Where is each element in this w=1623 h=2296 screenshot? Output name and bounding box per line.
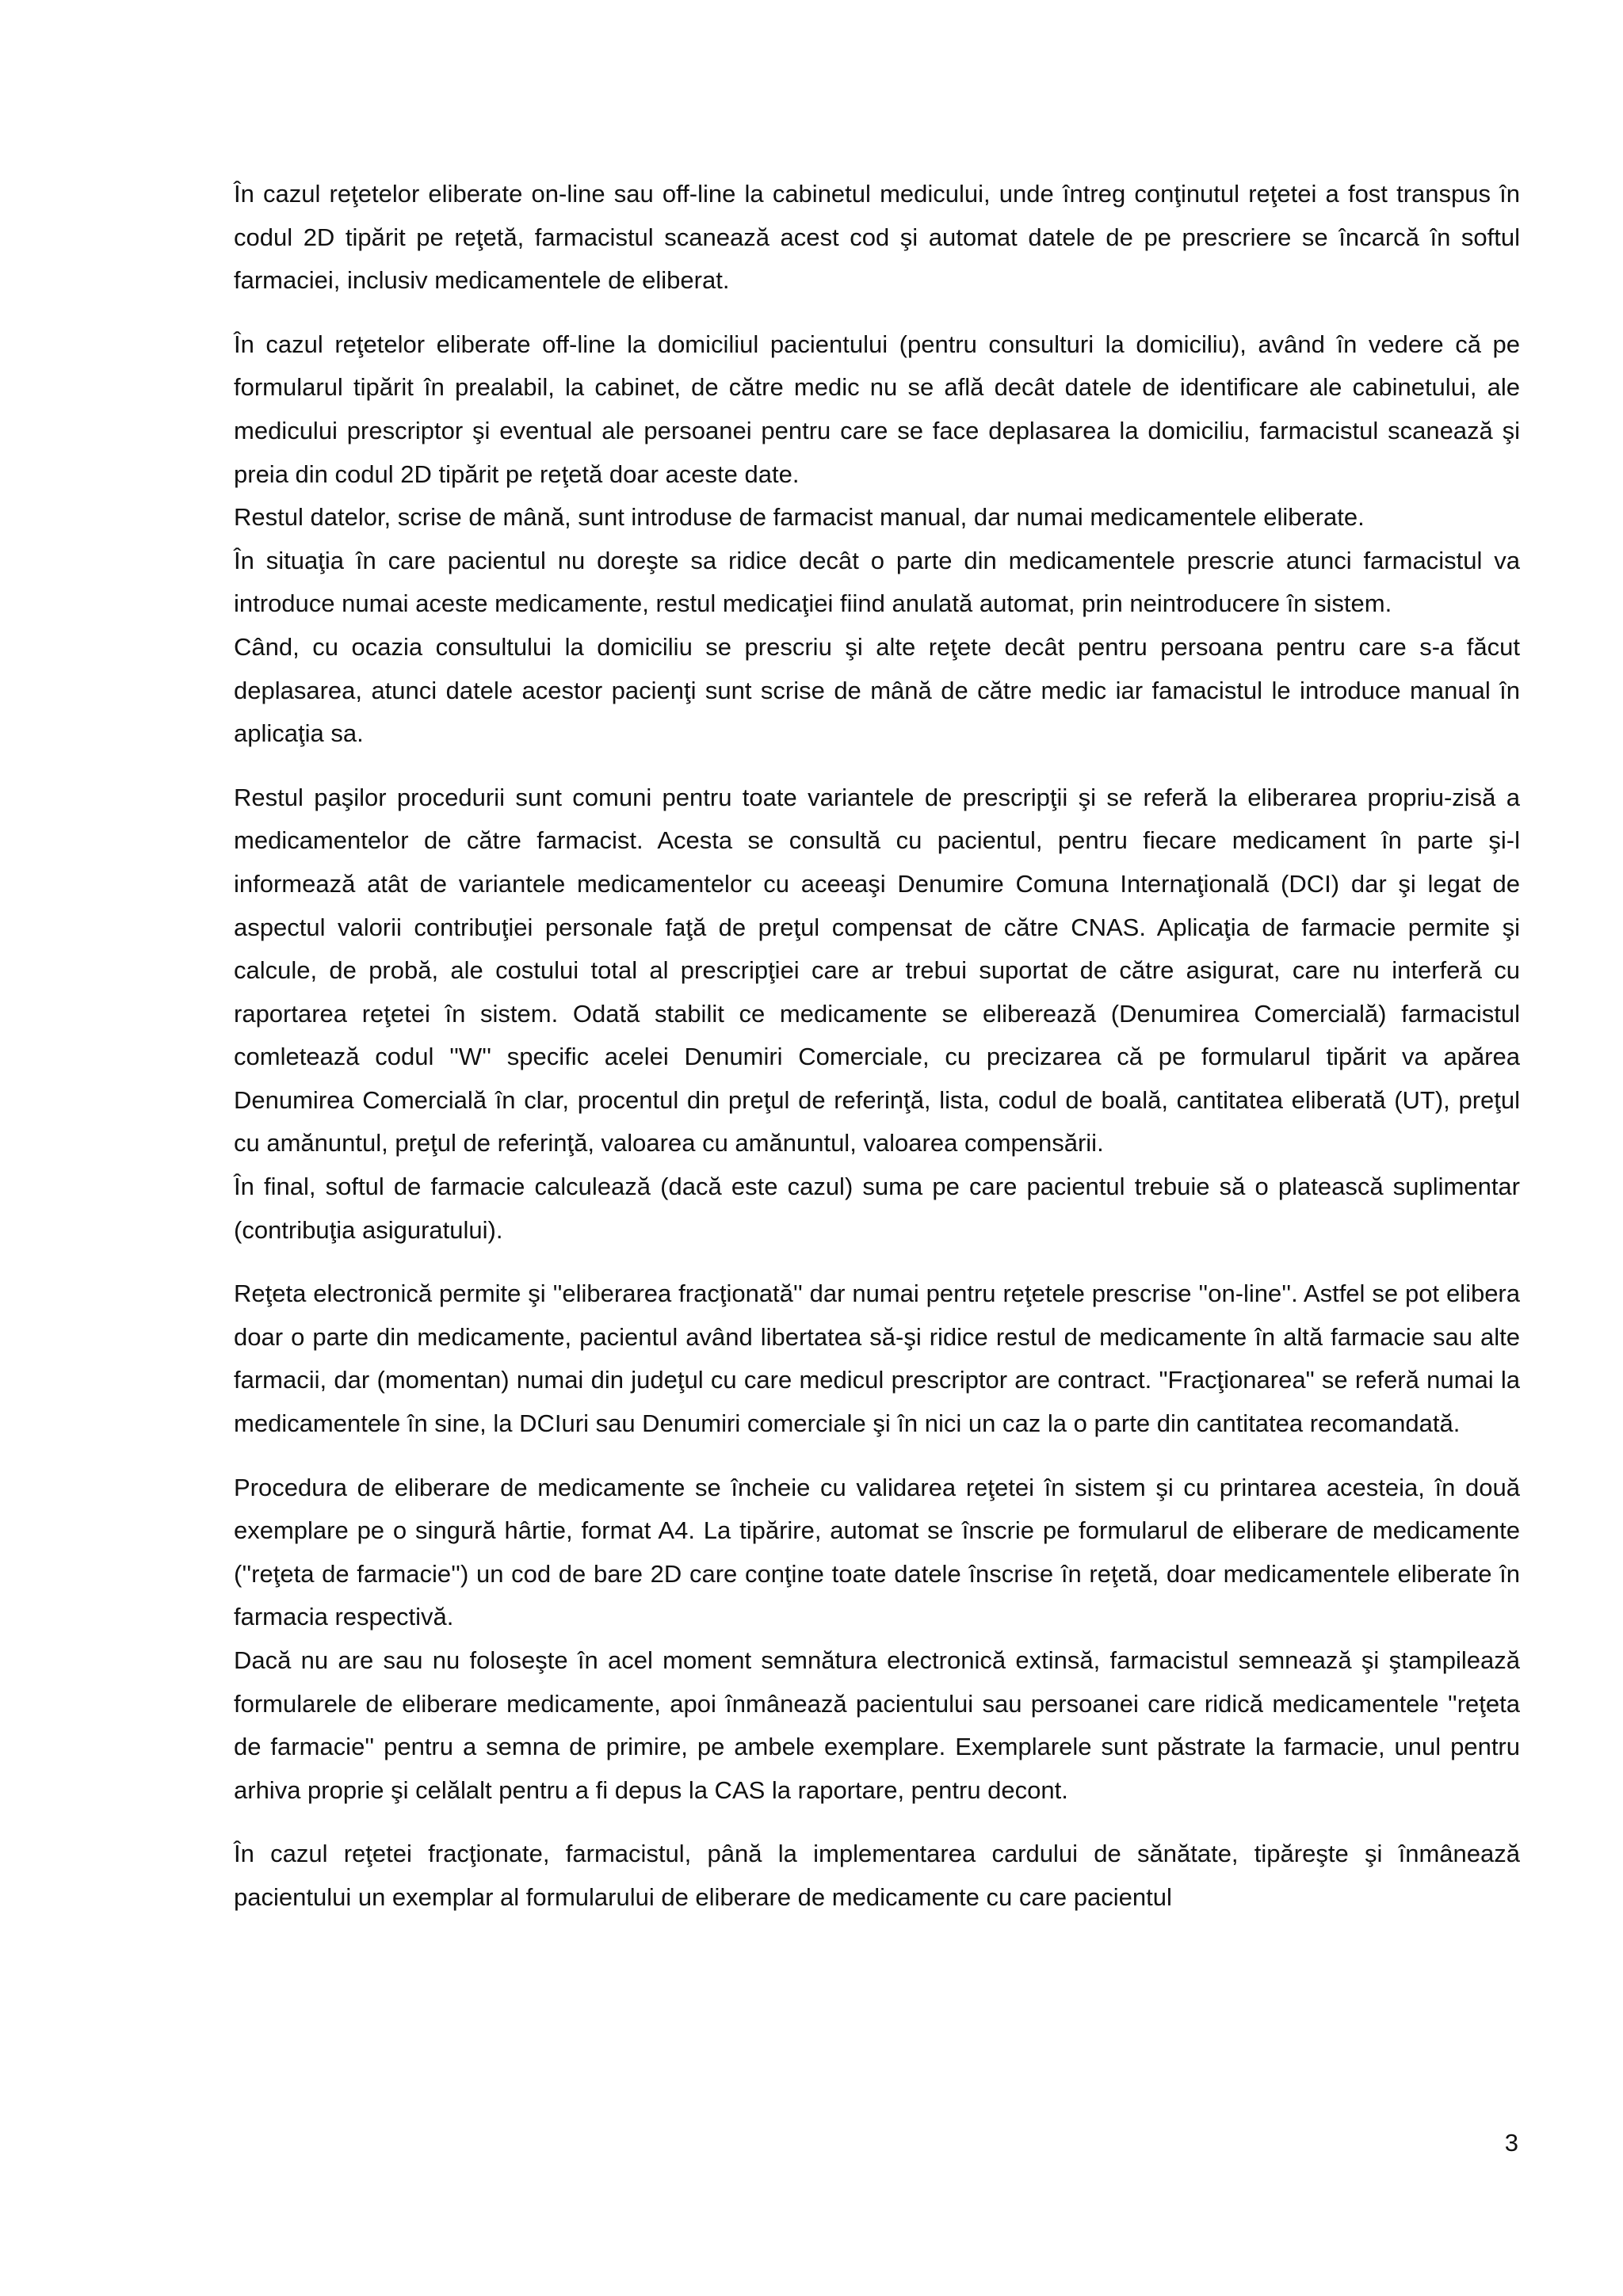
document-body	[234, 173, 1520, 1920]
paragraph-semnatura-electronica: Dacă nu are sau nu foloseşte în acel moment semnătura electronică extinsă, farmacistul semnează şi ştampilează formularele de eliberare medicamente, apoi înmânează pacientului sau persoanei care ridică medicamentele ''reţeta de farmacie'' pentru a semna de primire, pe ambele exemplare. Exemplarele sunt păstrate la farmacie, unul pentru arhiva proprie şi celălalt pentru a fi depus la CAS la raportare, pentru decont.	[234, 1646, 1520, 1804]
paragraph-in-final: În final, softul de farmacie calculează (dacă este cazul) suma pe care pacientul trebuie să o platească suplimentar (contribuţia asiguratului).	[234, 1173, 1520, 1244]
paragraph-reteta-fractionata: În cazul reţetei fracţionate, farmacistul, până la implementarea cardului de sănătate, tipăreşte şi înmânează pacientului un exemplar al formularului de eliberare de medicamente cu care pacientul	[234, 1840, 1520, 1911]
paragraph-restul-datelor: Restul datelor, scrise de mână, sunt introduse de farmacist manual, dar numai medicamentele eliberate.	[234, 503, 1365, 532]
paragraph-eliberare-fractionata: Reţeta electronică permite şi ''eliberarea fracţionată'' dar numai pentru reţetele prescrise ''on-line''. Astfel se pot elibera doar o parte din medicamente, pacientul având libertatea să-şi ridice restul de medicamente în altă farmacie sau alte farmacii, dar (momentan) numai din judeţul cu care medicul prescriptor are contract. "Fracţionarea" se referă numai la medicamentele în sine, la DCIuri sau Denumiri comerciale şi în nici un caz la o parte din cantitatea recomandată.	[234, 1280, 1520, 1438]
paragraph-restul-pasilor: Restul paşilor procedurii sunt comuni pentru toate variantele de prescripţii şi se referă la eliberarea propriu-zisă a medicamentelor de către farmacist. Acesta se consultă cu pacientul, pentru fiecare medicament în parte şi-l informează atât de variantele medicamentelor cu aceeaşi Denumire Comuna Internaţională (DCI) dar şi legat de aspectul valorii contribuţiei personale faţă de preţul compensat de către CNAS. Aplicaţia de farmacie permite şi calcule, de probă, ale costului total al prescripţiei care ar trebui suportat de către asigurat, care nu interferă cu raportarea reţetei în sistem. Odată stabilit ce medicamente se eliberează (Denumirea Comercială) farmacistul comletează codul ''W'' specific acelei Denumiri Comerciale, cu precizarea că pe formularul tipărit va apărea Denumirea Comercială în clar, procentul din preţul de referinţă, lista, codul de boală, cantitatea eliberată (UT), preţul cu amănuntul, preţul de referinţă, valoarea cu amănuntul, valoarea compensării.	[234, 783, 1520, 1158]
paragraph-online-offline-cabinet: În cazul reţetelor eliberate on-line sau off-line la cabinetul medicului, unde întreg conţinutul reţetei a fost transpus în codul 2D tipărit pe reţetă, farmacistul scanează acest cod şi automat datele de pe prescriere se încarcă în softul farmaciei, inclusiv medicamentele de eliberat.	[234, 180, 1520, 295]
page-number: 3	[1504, 2129, 1518, 2157]
paragraph-situatia-partiala: În situaţia în care pacientul nu doreşte sa ridice decât o parte din medicamentele prescrie atunci farmacistul va introduce numai aceste medicamente, restul medicaţiei fiind anulată automat, prin neintroducere în sistem.	[234, 546, 1520, 618]
paragraph-procedura-eliberare: Procedura de eliberare de medicamente se încheie cu validarea reţetei în sistem şi cu printarea acesteia, în două exemplare pe o singură hârtie, format A4. La tipărire, automat se înscrie pe formularul de eliberare de medicamente (''reţeta de farmacie'') un cod de bare 2D care conţine toate datele înscrise în reţetă, doar medicamentele eliberate în farmacia respectivă.	[234, 1473, 1520, 1631]
paragraph-offline-domiciliu: În cazul reţetelor eliberate off-line la domiciliul pacientului (pentru consulturi la domiciliu), având în vedere că pe formularul tipărit în prealabil, la cabinet, de către medic nu se află decât datele de identificare ale cabinetului, ale medicului prescriptor şi eventual ale persoanei pentru care se face deplasarea la domiciliu, farmacistul scanează şi preia din codul 2D tipărit pe reţetă doar aceste date.	[234, 330, 1520, 488]
paragraph-consult-domiciliu: Când, cu ocazia consultului la domiciliu se prescriu şi alte reţete decât pentru persoana pentru care s-a făcut deplasarea, atunci datele acestor pacienţi sunt scrise de mână de către medic iar famacistul le introduce manual în aplicaţia sa.	[234, 632, 1520, 748]
